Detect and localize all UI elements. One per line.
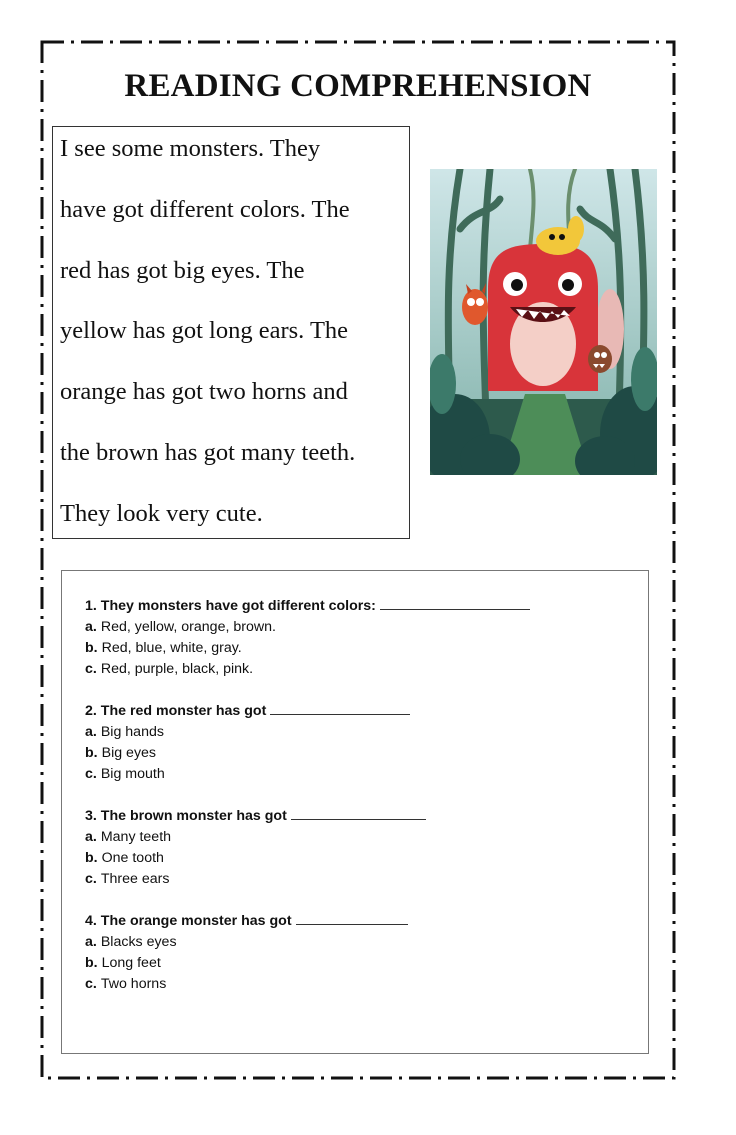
question-stem — [85, 595, 648, 617]
answer-blank[interactable] — [291, 805, 426, 820]
answer-option[interactable] — [85, 659, 648, 680]
question-stem — [85, 805, 648, 827]
question-text: 2. The red monster has got — [85, 703, 267, 719]
option-letter: c. — [85, 871, 97, 887]
option-letter: c. — [85, 766, 97, 782]
option-letter: a. — [85, 724, 97, 740]
question-3 — [85, 805, 648, 890]
answer-blank[interactable] — [270, 700, 410, 715]
answer-option[interactable] — [85, 953, 648, 974]
story-line: They look very cute. — [60, 499, 263, 527]
option-letter: b. — [85, 745, 98, 761]
question-stem — [85, 910, 648, 932]
answer-option[interactable] — [85, 722, 648, 743]
story-line: yellow has got long ears. The — [60, 317, 349, 345]
option-text: One tooth — [101, 850, 164, 866]
option-letter: b. — [85, 955, 98, 971]
question-4 — [85, 910, 648, 995]
option-text: Two horns — [100, 976, 167, 992]
story-line: orange has got two horns and — [60, 378, 348, 406]
option-text: Big hands — [100, 724, 164, 740]
question-text: 4. The orange monster has got — [85, 913, 292, 929]
option-letter: a. — [85, 619, 97, 635]
option-letter: b. — [85, 640, 98, 656]
option-text: Three ears — [100, 871, 170, 887]
story-box — [52, 126, 410, 539]
option-text: Many teeth — [100, 829, 172, 845]
question-stem — [85, 700, 648, 722]
story-line: the brown has got many teeth. — [60, 438, 356, 466]
answer-option[interactable] — [85, 617, 648, 638]
option-text: Red, yellow, orange, brown. — [100, 619, 276, 635]
answer-option[interactable] — [85, 638, 648, 659]
option-letter: c. — [85, 976, 97, 992]
question-2 — [85, 700, 648, 785]
quiz-box — [61, 570, 649, 1054]
answer-option[interactable] — [85, 848, 648, 869]
option-text: Big mouth — [100, 766, 165, 782]
answer-option[interactable] — [85, 974, 648, 995]
option-letter: b. — [85, 850, 98, 866]
option-text: Red, purple, black, pink. — [100, 661, 254, 677]
question-1 — [85, 595, 648, 680]
question-text: 1. They monsters have got different colors: — [85, 598, 376, 614]
option-letter: a. — [85, 934, 97, 950]
question-text: 3. The brown monster has got — [85, 808, 287, 824]
story-line: I see some monsters. They — [60, 135, 321, 162]
story-line: have got different colors. The — [60, 195, 350, 223]
option-text: Big eyes — [101, 745, 157, 761]
option-letter: c. — [85, 661, 97, 677]
page-title: READING COMPREHENSION — [124, 68, 592, 104]
answer-option[interactable] — [85, 764, 648, 785]
story-line: red has got big eyes. The — [60, 256, 305, 284]
monsters-in-forest-illustration — [430, 169, 657, 475]
option-text: Blacks eyes — [100, 934, 177, 950]
answer-option[interactable] — [85, 869, 648, 890]
answer-option[interactable] — [85, 932, 648, 953]
answer-blank[interactable] — [380, 595, 530, 610]
option-letter: a. — [85, 829, 97, 845]
answer-option[interactable] — [85, 827, 648, 848]
option-text: Red, blue, white, gray. — [101, 640, 242, 656]
answer-option[interactable] — [85, 743, 648, 764]
option-text: Long feet — [101, 955, 161, 971]
answer-blank[interactable] — [296, 910, 408, 925]
